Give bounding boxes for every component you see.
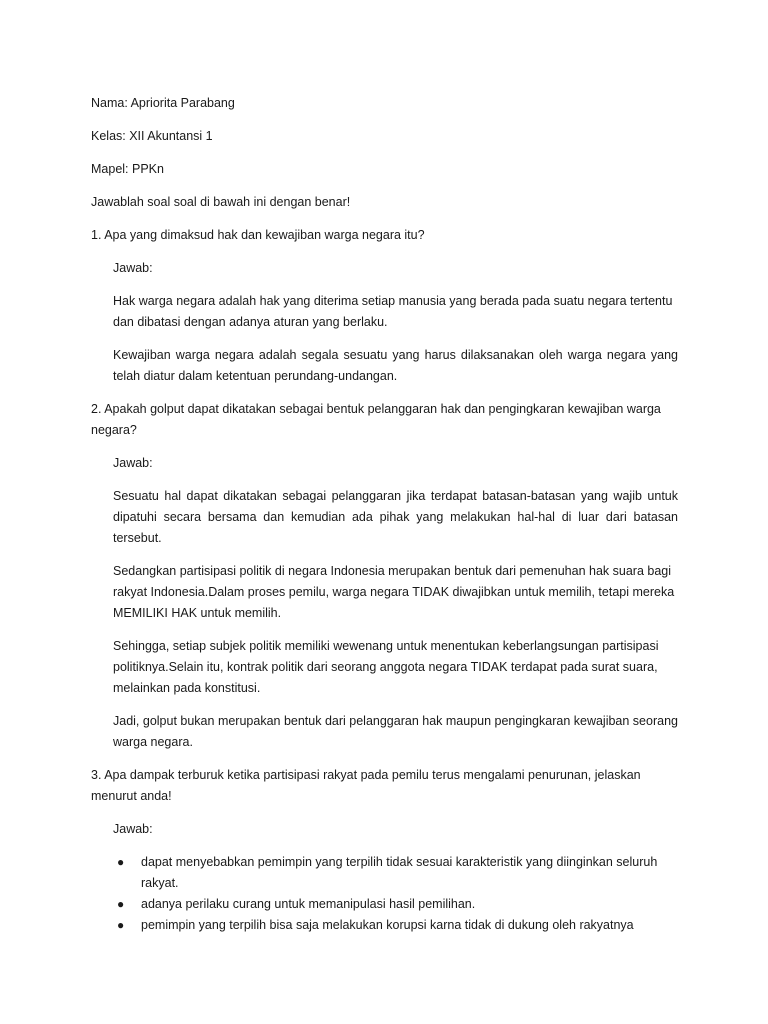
question-3: 3. Apa dampak terburuk ketika partisipasi rakyat pada pemilu terus mengalami penurunan, jelaskan menurut anda!: [91, 768, 641, 803]
answer-3: [91, 819, 678, 936]
list-item: [113, 894, 678, 915]
bullet-icon: ●: [117, 897, 125, 911]
bullet-icon: ●: [117, 855, 125, 869]
list-item: [113, 852, 678, 894]
answer-1: [91, 258, 678, 387]
answer-bullet-list: [113, 852, 678, 936]
answer-paragraph: Hak warga negara adalah hak yang diterima setiap manusia yang berada pada suatu negara tertentu dan dibatasi dengan adanya aturan yang berlaku.: [113, 294, 673, 329]
answer-label: Jawab:: [113, 261, 153, 275]
student-name: Nama: Apriorita Parabang: [91, 96, 235, 110]
list-item: [113, 915, 678, 936]
question-2: 2. Apakah golput dapat dikatakan sebagai bentuk pelanggaran hak dan pengingkaran kewajiban warga negara?: [91, 402, 661, 437]
answer-paragraph: Sedangkan partisipasi politik di negara Indonesia merupakan bentuk dari pemenuhan hak suara bagi rakyat Indonesia.Dalam proses pemilu, warga negara TIDAK diwajibkan untuk memilih, tetapi mereka MEMILIKI HAK untuk memilih.: [113, 564, 675, 620]
answer-paragraph: Kewajiban warga negara adalah segala sesuatu yang harus dilaksanakan oleh warga negara yang telah diatur dalam ketentuan perundang-undangan.: [113, 348, 678, 383]
list-item-text: pemimpin yang terpilih bisa saja melakukan korupsi karna tidak di dukung oleh rakyatnya: [141, 918, 634, 932]
answer-paragraph: Sehingga, setiap subjek politik memiliki wewenang untuk menentukan keberlangsungan partisipasi politiknya.Selain itu, kontrak politik dari seorang anggota negara TIDAK terdapat pada surat suara, melainkan pada konstitusi.: [113, 639, 659, 695]
answer-2: [91, 453, 678, 753]
answer-label: Jawab:: [113, 822, 153, 836]
question-1: 1. Apa yang dimaksud hak dan kewajiban warga negara itu?: [91, 228, 425, 242]
answer-paragraph: Sesuatu hal dapat dikatakan sebagai pelanggaran jika terdapat batasan-batasan yang wajib untuk dipatuhi secara bersama dan kemudian ada pihak yang melakukan hal-hal di luar dari batasan tersebut.: [113, 489, 678, 545]
instruction: Jawablah soal soal di bawah ini dengan benar!: [91, 195, 351, 209]
answer-paragraph: Jadi, golput bukan merupakan bentuk dari pelanggaran hak maupun pengingkaran kewajiban seorang warga negara.: [113, 714, 678, 749]
subject: Mapel: PPKn: [91, 162, 164, 176]
answer-label: Jawab:: [113, 456, 153, 470]
list-item-text: adanya perilaku curang untuk memanipulasi hasil pemilihan.: [141, 897, 476, 911]
student-class: Kelas: XII Akuntansi 1: [91, 129, 213, 143]
bullet-icon: ●: [117, 918, 125, 932]
list-item-text: dapat menyebabkan pemimpin yang terpilih tidak sesuai karakteristik yang diinginkan seluruh rakyat.: [141, 855, 658, 890]
